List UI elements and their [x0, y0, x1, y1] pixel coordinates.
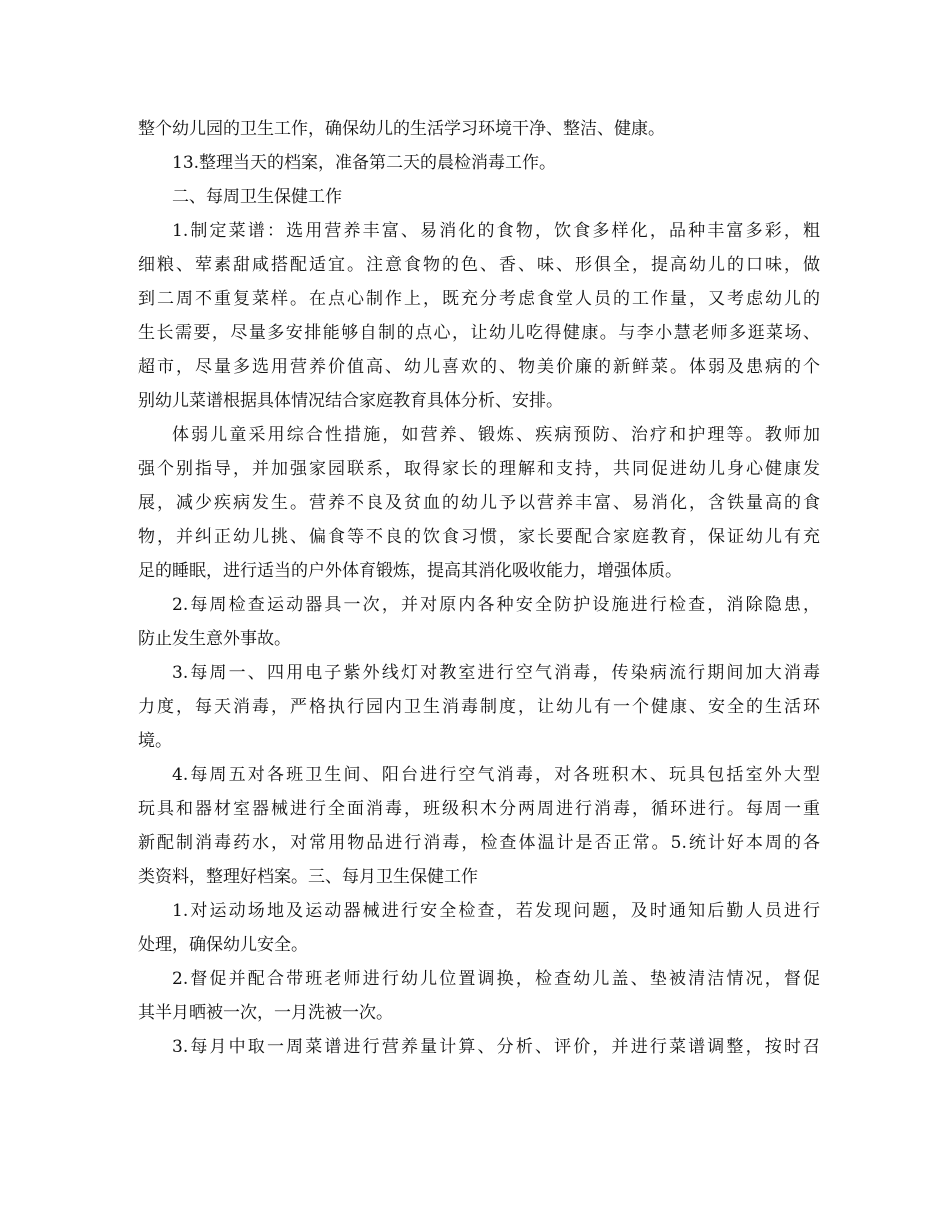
text-line: 力度，每天消毒，严格执行园内卫生消毒制度，让幼儿有一个健康、安全的生活环	[138, 697, 820, 717]
text-line: 境。	[138, 731, 172, 751]
text-line: 生长需要，尽量多安排能够自制的点心，让幼儿吃得健康。与李小慧老师多逛菜场、	[138, 323, 820, 343]
text-line: 超市，尽量多选用营养价值高、幼儿喜欢的、物美价廉的新鲜菜。体弱及患病的个	[138, 357, 820, 377]
text-line: 足的睡眠，进行适当的户外体育锻炼，提高其消化吸收能力，增强体质。	[138, 561, 682, 581]
text-line: 物，并纠正幼儿挑、偏食等不良的饮食习惯，家长要配合家庭教育，保证幼儿有充	[138, 527, 820, 547]
text-line: 4.每周五对各班卫生间、阳台进行空气消毒，对各班积木、玩具包括室外大型	[172, 765, 820, 785]
text-line: 整个幼儿园的卫生工作，确保幼儿的生活学习环境干净、整洁、健康。	[138, 119, 665, 139]
text-line: 13.整理当天的档案，准备第二天的晨检消毒工作。	[172, 153, 557, 173]
text-line: 2.督促并配合带班老师进行幼儿位置调换，检查幼儿盖、垫被清洁情况，督促	[172, 969, 820, 989]
text-line: 3.每周一、四用电子紫外线灯对教室进行空气消毒，传染病流行期间加大消毒	[172, 663, 820, 683]
text-line: 防止发生意外事故。	[138, 629, 291, 649]
text-line: 其半月晒被一次，一月洗被一次。	[138, 1003, 393, 1023]
text-line: 1.制定菜谱：选用营养丰富、易消化的食物，饮食多样化，品种丰富多彩，粗	[172, 221, 820, 241]
text-line: 别幼儿菜谱根据具体情况结合家庭教育具体分析、安排。	[138, 391, 563, 411]
text-line: 1.对运动场地及运动器械进行安全检查，若发现问题，及时通知后勤人员进行	[172, 901, 820, 921]
text-line: 3.每月中取一周菜谱进行营养量计算、分析、评价，并进行菜谱调整，按时召	[172, 1037, 820, 1057]
section-heading: 二、每周卫生保健工作	[172, 187, 342, 207]
text-line: 强个别指导，并加强家园联系，取得家长的理解和支持，共同促进幼儿身心健康发	[138, 459, 820, 479]
body-text	[138, 112, 820, 1064]
text-line: 2.每周检查运动器具一次，并对原内各种安全防护设施进行检查，消除隐患，	[172, 595, 820, 615]
text-line: 展，减少疾病发生。营养不良及贫血的幼儿予以营养丰富、易消化，含铁量高的食	[138, 493, 820, 513]
text-line: 细粮、荤素甜咸搭配适宜。注意食物的色、香、味、形俱全，提高幼儿的口味，做	[138, 255, 820, 275]
text-line: 到二周不重复菜样。在点心制作上，既充分考虑食堂人员的工作量，又考虑幼儿的	[138, 289, 820, 309]
text-line: 类资料，整理好档案。三、每月卫生保健工作	[138, 867, 478, 887]
text-line: 玩具和器材室器械进行全面消毒，班级积木分两周进行消毒，循环进行。每周一重	[138, 799, 820, 819]
text-line: 处理，确保幼儿安全。	[138, 935, 308, 955]
text-line: 新配制消毒药水，对常用物品进行消毒，检查体温计是否正常。5.统计好本周的各	[138, 833, 820, 853]
text-line: 体弱儿童采用综合性措施，如营养、锻炼、疾病预防、治疗和护理等。教师加	[172, 425, 820, 445]
